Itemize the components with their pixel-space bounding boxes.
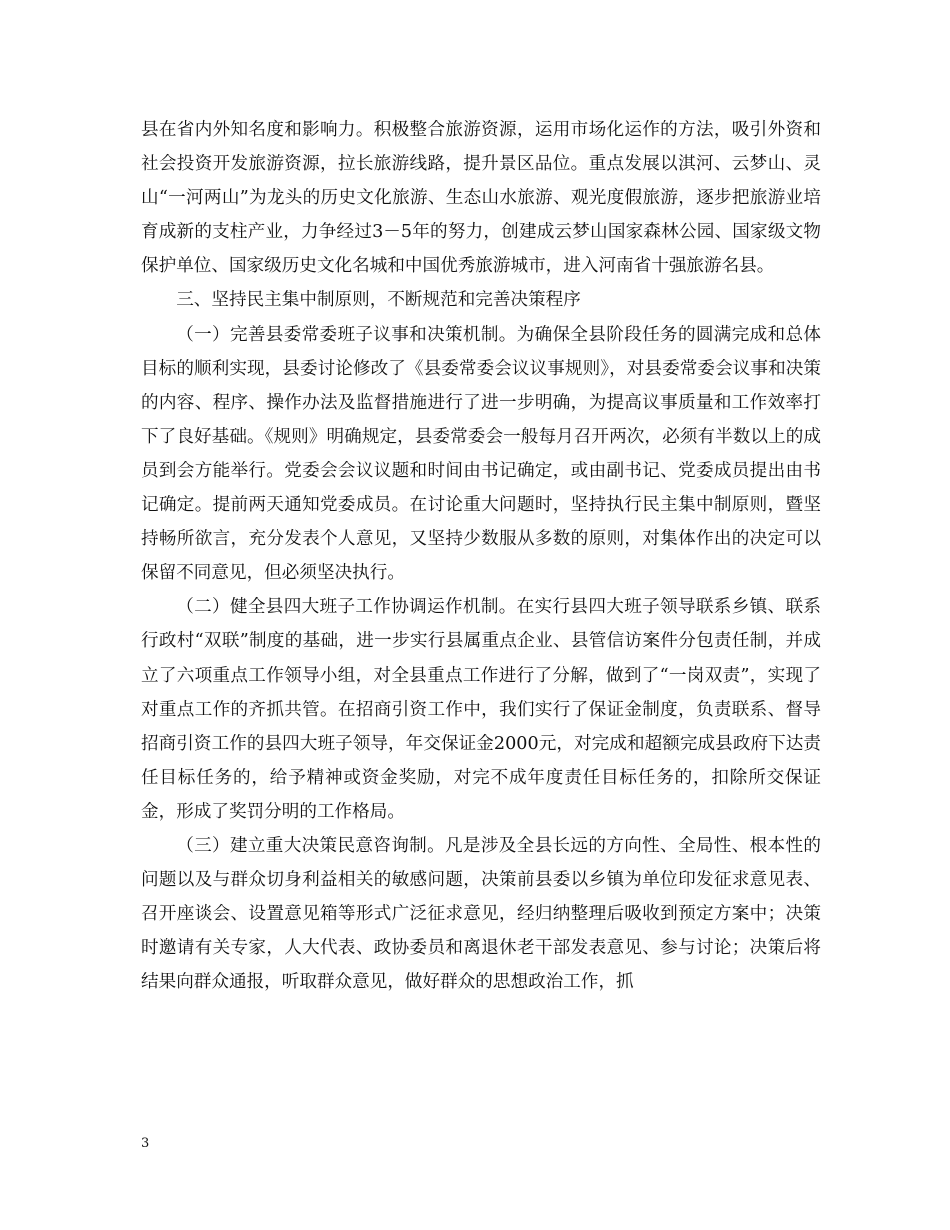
paragraph-tourism-continuation: 县在省内外知名度和影响力。积极整合旅游资源，运用市场化运作的方法，吸引外资和社会投资开发旅游资源，拉长旅游线路，提升景区品位。重点发展以淇河、云梦山、灵山“一河两山”为龙头的历史文化旅游、生态山水旅游、观光度假旅游，逐步把旅游业培育成新的支柱产业，力争经过3－5年的努力，创建成云梦山国家森林公园、国家级文物保护单位、国家级历史文化名城和中国优秀旅游城市，进入河南省十强旅游名县。 (141, 120, 821, 277)
paragraph-public-opinion-consultation: （三）建立重大决策民意咨询制。凡是涉及全县长远的方向性、全局性、根本性的问题以及与群众切身利益相关的敏感问题，决策前县委以乡镇为单位印发征求意见表、召开座谈会、设置意见箱等形式广泛征求意见，经归纳整理后吸收到预定方案中；决策时邀请有关专家，人大代表、政协委员和离退休老干部发表意见、参与讨论；决策后将结果向群众通报，听取群众意见，做好群众的思想政治工作，抓 (141, 835, 821, 993)
paragraph-four-leadership-teams: （二）健全县四大班子工作协调运作机制。在实行县四大班子领导联系乡镇、联系行政村“双联”制度的基础，进一步实行县属重点企业、县管信访案件分包责任制，并成立了六项重点工作领导小组，对全县重点工作进行了分解，做到了“一岗双责”，实现了对重点工作的齐抓共管。在招商引资工作中，我们实行了保证金制度，负责联系、督导招商引资工作的县四大班子领导，年交保证金2000元，对完成和超额完成县政府下达责任目标任务的，给予精神或资金奖励，对完不成年度责任目标任务的，扣除所交保证金，形成了奖罚分明的工作格局。 (141, 597, 821, 822)
section-heading-democratic-centralism: 三、坚持民主集中制原则，不断规范和完善决策程序 (176, 290, 581, 311)
paragraph-standing-committee-mechanism: （一）完善县委常委班子议事和决策机制。为确保全县阶段任务的圆满完成和总体目标的顺利实现，县委讨论修改了《县委常委会议议事规则》，对县委常委会议事和决策的内容、程序、操作办法及监督措施进行了进一步明确，为提高议事质量和工作效率打下了良好基础。《规则》明确规定，县委常委会一般每月召开两次，必须有半数以上的成员到会方能举行。党委会会议议题和时间由书记确定，或由副书记、党委成员提出由书记确定。提前两天通知党委成员。在讨论重大问题时，坚持执行民主集中制原则，暨坚持畅所欲言，充分发表个人意见，又坚持少数服从多数的原则，对集体作出的决定可以保留不同意见，但必须坚决执行。 (141, 324, 821, 584)
page-number: 3 (141, 1136, 150, 1151)
document-body (141, 113, 821, 999)
